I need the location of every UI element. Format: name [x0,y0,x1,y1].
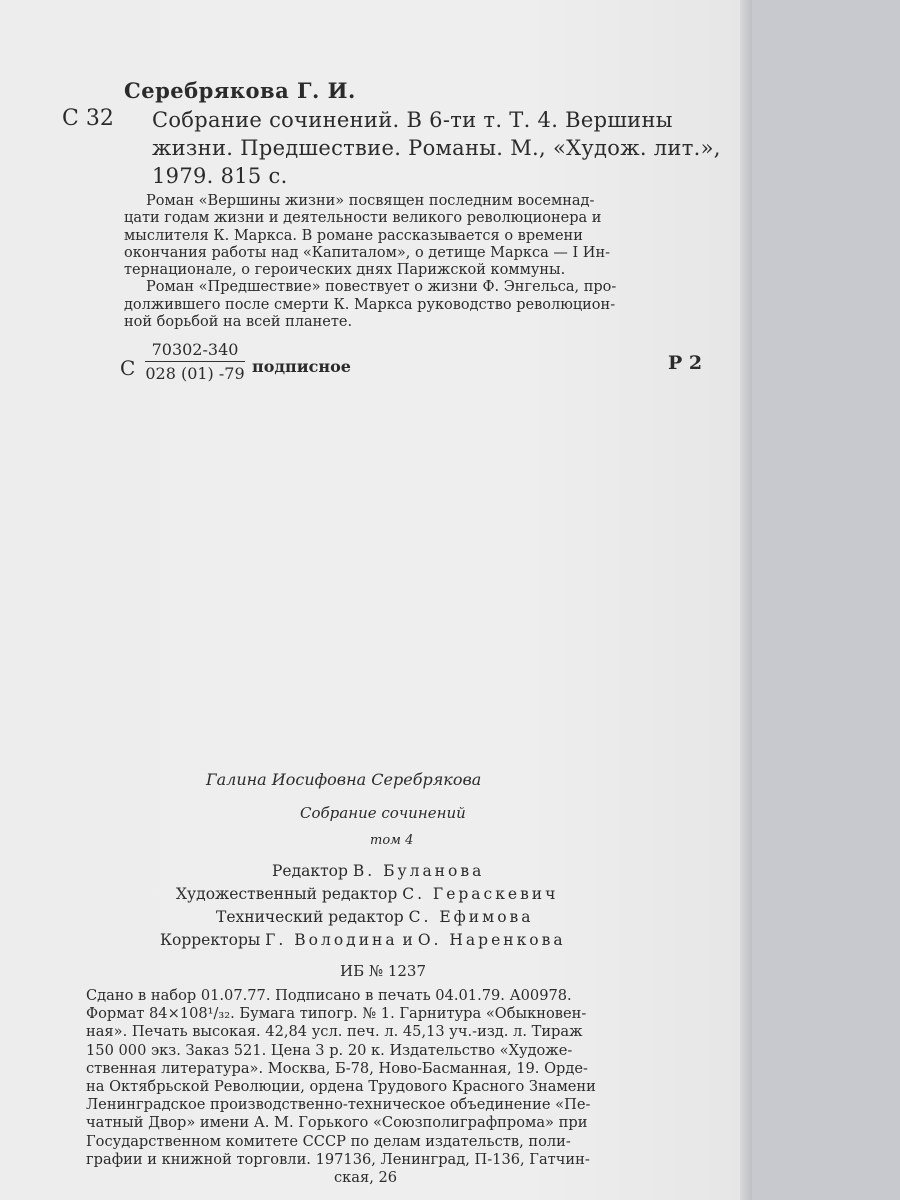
imprint [86,987,596,1187]
title-line: Собрание сочинений. В 6-ти т. Т. 4. Вершины [152,108,673,132]
work-title: Собрание сочинений [300,804,466,822]
bibliographic-title [152,106,721,190]
tech-editor-name: С. Ефимова [408,908,534,926]
title-line: жизни. Предшествие. Романы. М., «Худож. лит.», [152,136,721,160]
proofreaders-label: Корректоры [160,931,261,949]
index-letter: С [120,356,136,380]
proofreaders-conjunction: и [402,931,413,949]
art-editor-credit [176,883,558,906]
author-full-name: Галина Иосифовна Серебрякова [206,770,482,789]
editor-label: Редактор [272,862,348,880]
tech-editor-label: Технический редактор [216,908,404,926]
imprint-line: ская, 26 [334,1169,398,1187]
index-fraction [145,340,245,383]
annotation-line: Роман «Предшествие» повествует о жизни Ф. Энгельса, про- [146,279,617,296]
imprint-line: Государственном комитете СССР по делам издательств, поли- [86,1132,571,1150]
editor-name: В. Буланова [352,862,485,880]
imprint-line: 150 000 экз. Заказ 521. Цена 3 р. 20 к. Издательство «Художе- [86,1041,573,1059]
imprint-line: Сдано в набор 01.07.77. Подписано в печать 04.01.79. А00978. [86,987,572,1004]
art-editor-label: Художественный редактор [176,885,398,903]
imprint-line: на Октябрьской Революции, ордена Трудового Красного Знамени [86,1078,596,1096]
catalog-code: С 32 [62,106,114,131]
index-denominator: 028 (01) -79 [145,364,245,383]
proofreader-name: Г. Володина [265,931,398,949]
annotation-line: Роман «Вершины жизни» посвящен последним восемнад- [146,193,595,209]
editor-credit [272,860,484,883]
author-heading: Серебрякова Г. И. [124,78,356,103]
annotation-line: цати годам жизни и деятельности великого революционера и [124,210,602,227]
volume-label: том 4 [370,833,414,848]
annotation-line: тернационале, о героических днях Парижской коммуны. [124,262,566,279]
annotation-line: мыслителя К. Маркса. В романе рассказывается о времени [124,227,583,244]
tech-editor-credit [216,906,534,929]
imprint-line: Ленинградское производственно-техническое объединение «Пе- [86,1096,591,1114]
ib-number: ИБ № 1237 [340,962,427,980]
proofreaders-credit [160,929,566,952]
annotation-line: окончания работы над «Капиталом», о детище Маркса — I Ин- [124,244,611,261]
annotation [124,193,616,331]
proofreader-name: О. Наренкова [417,931,566,949]
imprint-line: чатный Двор» имени А. М. Горького «Союзполиграфпрома» при [86,1114,588,1132]
index-numerator: 70302-340 [145,340,245,362]
annotation-line: ной борьбой на всей планете. [124,314,353,331]
background-surface [752,0,900,1200]
imprint-line: ная». Печать высокая. 42,84 усл. печ. л. 45,13 уч.-изд. л. Тираж [86,1023,583,1041]
title-line: 1979. 815 с. [152,164,288,188]
imprint-line: графии и книжной торговли. 197136, Ленинград, П-136, Гатчин- [86,1150,590,1168]
subscription-label: подписное [252,357,351,376]
art-editor-name: С. Гераскевич [402,885,559,903]
imprint-line: ственная литература». Москва, Б-78, Ново-Басманная, 19. Орде- [86,1059,588,1077]
page-edge [740,0,752,1200]
annotation-line: должившего после смерти К. Маркса руководство революцион- [124,296,616,313]
bbk-index: Р 2 [668,352,703,374]
imprint-line: Формат 84×108¹/₃₂. Бумага типогр. № 1. Гарнитура «Обыкновен- [86,1005,587,1023]
